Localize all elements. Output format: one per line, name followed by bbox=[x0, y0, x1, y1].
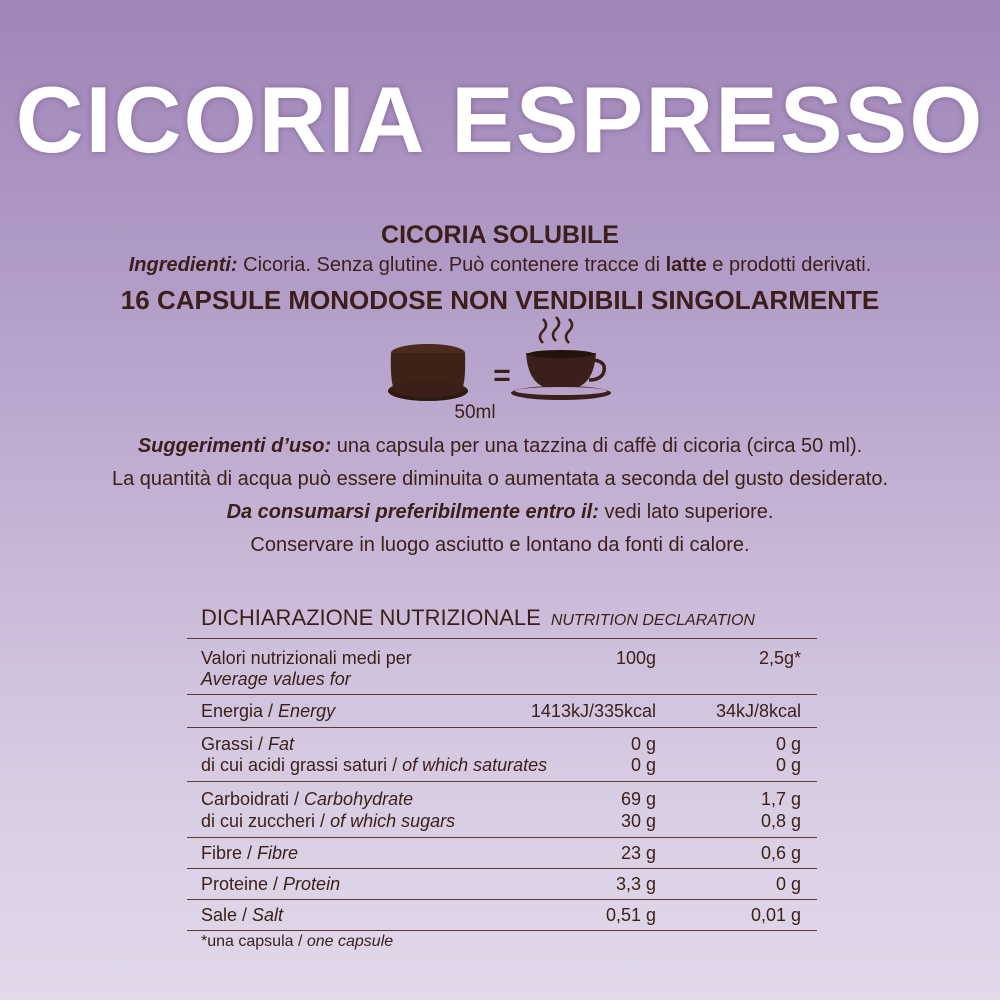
energy-per-100g: 1413kJ/335kcal bbox=[530, 701, 656, 721]
usage-label: Suggerimenti d’uso: bbox=[137, 435, 332, 457]
protein-per-capsule: 0 g bbox=[775, 874, 801, 894]
salt-label bbox=[201, 905, 283, 926]
usage-suggestions bbox=[0, 434, 1000, 558]
best-before-text: vedi lato superiore. bbox=[598, 501, 774, 523]
fat-label-en: Fat bbox=[268, 734, 295, 754]
fat-label-it: Grassi / bbox=[201, 734, 269, 754]
table-divider bbox=[187, 694, 817, 695]
average-values-label bbox=[201, 648, 412, 690]
ingredients-allergen: latte bbox=[665, 254, 707, 276]
fat-per-capsule: 0 g bbox=[775, 734, 801, 754]
table-divider bbox=[187, 781, 817, 782]
ingredients-line bbox=[0, 254, 1000, 277]
carbohydrate-label bbox=[201, 789, 413, 810]
saturates-per-100g: 0 g bbox=[630, 755, 656, 775]
sugars-label-en: of which sugars bbox=[330, 811, 456, 831]
usage-line-2: La quantità di acqua può essere diminuita o aumentata a seconda del gusto desiderato. bbox=[111, 468, 889, 490]
table-divider bbox=[187, 727, 817, 728]
protein-label bbox=[201, 874, 340, 895]
sugars-per-100g: 30 g bbox=[620, 811, 656, 831]
salt-per-capsule: 0,01 g bbox=[750, 905, 801, 925]
col-capsule-header: 2,5g* bbox=[758, 648, 801, 668]
fat-per-100g: 0 g bbox=[630, 734, 656, 754]
usage-text: una capsula per una tazzina di caffè di cicoria (circa 50 ml). bbox=[331, 435, 863, 457]
salt-label-en: Salt bbox=[252, 905, 284, 925]
energy-label-en: Energy bbox=[278, 701, 336, 721]
saturates-per-capsule: 0 g bbox=[775, 755, 801, 775]
saturates-label-it: di cui acidi grassi saturi / bbox=[201, 755, 403, 775]
carbohydrate-label-en: Carbohydrate bbox=[304, 789, 414, 809]
table-header-row bbox=[187, 648, 817, 692]
fibre-per-capsule: 0,6 g bbox=[760, 843, 801, 863]
product-subtitle: CICORIA SOLUBILE bbox=[381, 221, 619, 249]
table-footnote bbox=[201, 933, 393, 951]
average-values-it: Valori nutrizionali medi per bbox=[201, 648, 412, 668]
nutrition-title-it: DICHIARAZIONE NUTRIZIONALE bbox=[201, 605, 541, 630]
best-before-label: Da consumarsi preferibilmente entro il: bbox=[226, 501, 599, 523]
usage-line-1 bbox=[0, 434, 1000, 459]
energy-label-it: Energia / bbox=[201, 701, 279, 721]
volume-label: 50ml bbox=[454, 402, 496, 423]
coffee-cup-icon bbox=[511, 317, 611, 400]
footnote-en: one capsule bbox=[306, 933, 394, 950]
protein-label-it: Proteine / bbox=[201, 874, 284, 894]
ingredients-text-a: Cicoria. Senza glutine. Può contenere tracce di bbox=[237, 254, 666, 276]
table-divider bbox=[187, 837, 817, 838]
energy-per-capsule: 34kJ/8kcal bbox=[715, 701, 801, 721]
table-divider bbox=[187, 930, 817, 931]
energy-label bbox=[201, 701, 335, 722]
footnote-it: *una capsula / bbox=[201, 933, 307, 950]
protein-label-en: Protein bbox=[283, 874, 341, 894]
salt-per-100g: 0,51 g bbox=[605, 905, 656, 925]
capsules-line: 16 CAPSULE MONODOSE NON VENDIBILI SINGOLARMENTE bbox=[120, 285, 880, 315]
ingredients-text-b: e prodotti derivati. bbox=[706, 254, 872, 276]
protein-per-100g: 3,3 g bbox=[615, 874, 656, 894]
fibre-label-en: Fibre bbox=[257, 843, 299, 863]
fibre-per-100g: 23 g bbox=[620, 843, 656, 863]
carbohydrate-per-100g: 69 g bbox=[620, 789, 656, 809]
sugars-label bbox=[201, 811, 455, 832]
table-divider bbox=[187, 638, 817, 639]
sugars-label-it: di cui zuccheri / bbox=[201, 811, 331, 831]
product-title: CICORIA ESPRESSO bbox=[15, 67, 985, 172]
equals-sign: = bbox=[493, 359, 511, 392]
fibre-label bbox=[201, 843, 298, 864]
carbohydrate-per-capsule: 1,7 g bbox=[760, 789, 801, 809]
storage-line: Conservare in luogo asciutto e lontano da fonti di calore. bbox=[250, 534, 750, 556]
ingredients-label: Ingredienti: bbox=[128, 254, 238, 276]
saturates-label-en: of which saturates bbox=[402, 755, 548, 775]
capsule-icon bbox=[388, 344, 468, 401]
fibre-label-it: Fibre / bbox=[201, 843, 258, 863]
sugars-per-capsule: 0,8 g bbox=[760, 811, 801, 831]
nutrition-title bbox=[201, 605, 755, 631]
nutrition-title-en: NUTRITION DECLARATION bbox=[550, 612, 755, 629]
table-divider bbox=[187, 868, 817, 869]
carbohydrate-label-it: Carboidrati / bbox=[201, 789, 305, 809]
best-before-line bbox=[0, 500, 1000, 525]
fat-label bbox=[201, 734, 294, 755]
table-divider bbox=[187, 899, 817, 900]
salt-label-it: Sale / bbox=[201, 905, 253, 925]
average-values-en: Average values for bbox=[201, 669, 351, 689]
saturates-label bbox=[201, 755, 547, 776]
col-100g-header: 100g bbox=[615, 648, 656, 668]
